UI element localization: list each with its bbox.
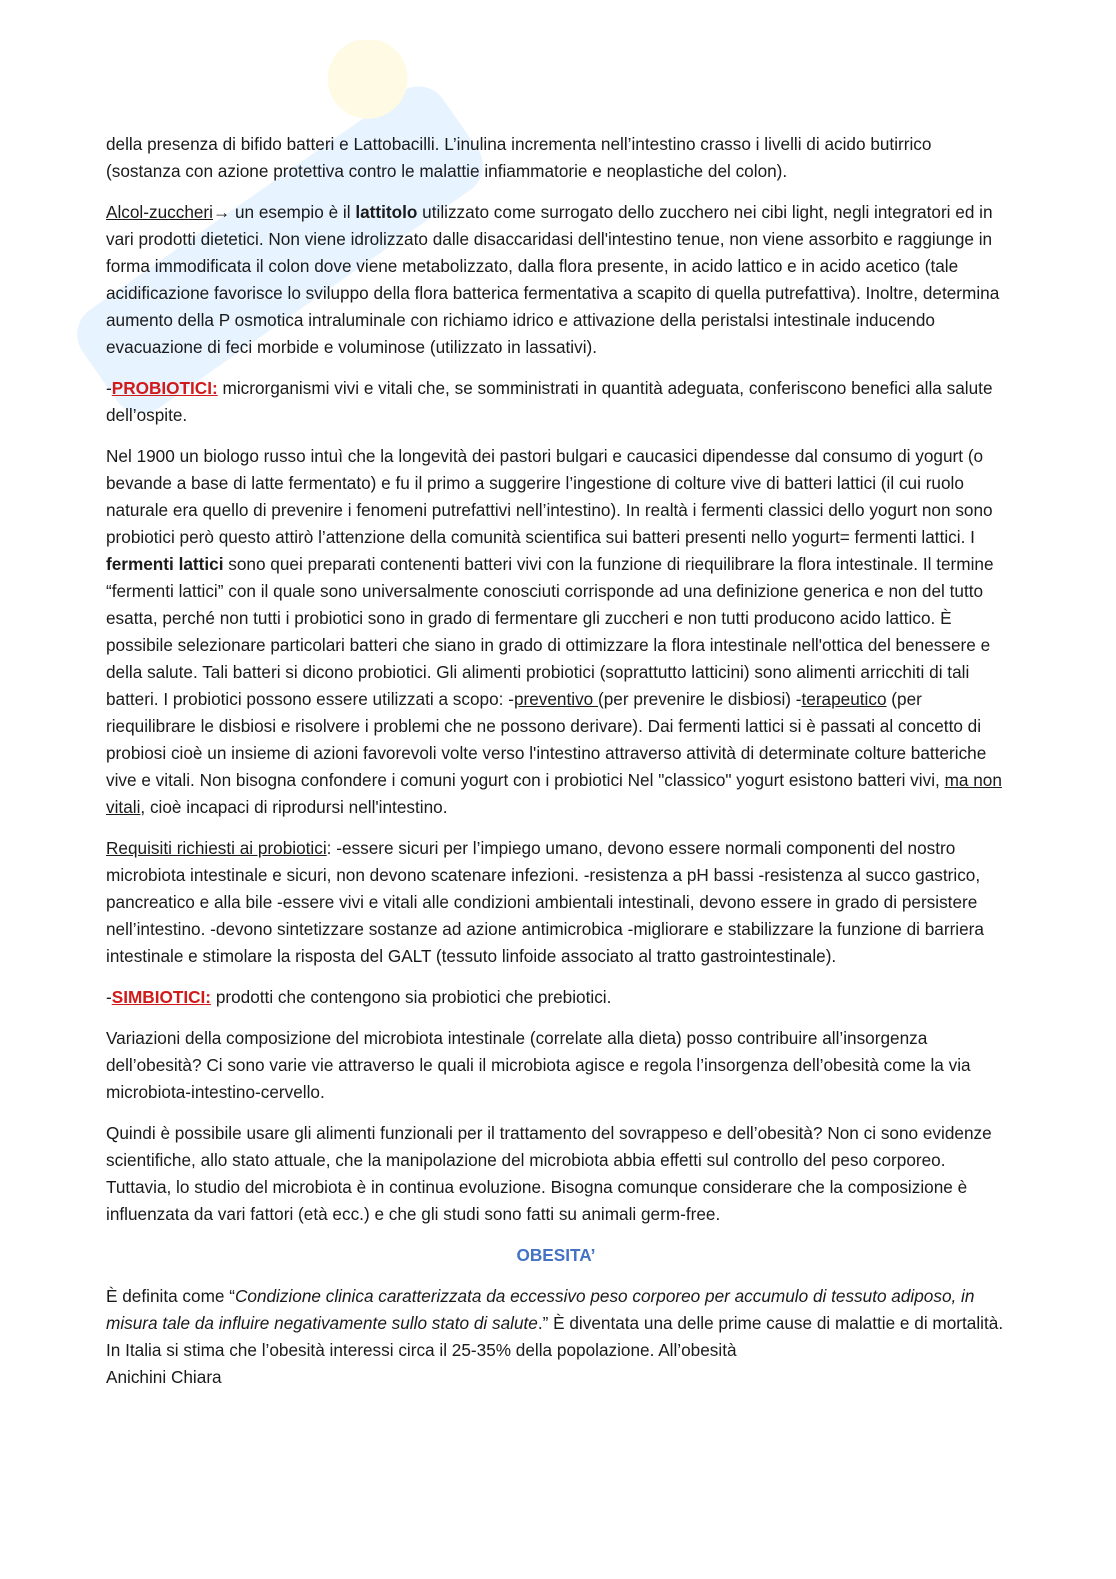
paragraph-text: della presenza di bifido batteri e Lattobacilli. L’inulina incrementa nell’intestino crasso i livelli di acido butirrico (sostanza con azione protettiva contro le malattie infiammatorie e neoplastiche del colon).	[106, 134, 932, 181]
paragraph-text: un esempio è il	[230, 202, 356, 222]
term-preventivo: preventivo	[513, 689, 599, 709]
paragraph-text: Nel 1900 un biologo russo intuì che la longevità dei pastori bulgari e caucasici dipendesse dal consumo di yogurt (o bevande a base di latte fermentato) e fu il primo a suggerire l’ingestione di colture vive di batteri lattici (il cui ruolo naturale era quello di prevenire i fenomeni putrefattivi nell’intestino). In realtà i fermenti classici dello yogurt non sono probiotici però questo attirò l’attenzione della comunità scientifica sui batteri presenti nello yogurt= fermenti lattici. I	[106, 446, 993, 547]
paragraph-text: prodotti che contengono sia probiotici che prebiotici.	[211, 987, 612, 1007]
paragraph-simbiotici	[106, 984, 1006, 1011]
term-terapeutico: terapeutico	[801, 689, 887, 709]
paragraph-text: (per riequilibrare le disbiosi e risolvere i problemi che ne possono derivare). Dai fermenti lattici si è passati al concetto di probiosi cioè un insieme di azioni favorevoli volte verso l'intestino attraverso attività di determinate colture batteriche vive e vitali. Non bisogna confondere i comuni yogurt con i probiotici Nel "classico" yogurt esistono batteri vivi,	[106, 689, 987, 790]
paragraph-inulina	[106, 131, 1006, 185]
paragraph-definizione-obesita	[106, 1283, 1006, 1364]
term-ma-non-vitali: ma non vitali	[106, 770, 1002, 817]
paragraph-alcol-zuccheri	[106, 199, 1006, 361]
paragraph-text: : -essere sicuri per l’impiego umano, devono essere normali componenti del nostro microbiota intestinale e sicuri, non devono scatenare infezioni. -resistenza a pH bassi -resistenza al succo gastrico, pancreatico e alla bile -essere vivi e vitali alle condizioni ambientali intestinali, devono essere in grado di persistere nell’intestino. -devono sintetizzare sostanze ad azione antimicrobica -migliorare e stabilizzare la funzione di barriera intestinale e stimolare la risposta del GALT (tessuto linfoide associato al tratto gastrointestinale).	[106, 838, 984, 966]
paragraph-text: (per prevenire le disbiosi) -	[598, 689, 802, 709]
list-dash: -	[106, 987, 112, 1007]
paragraph-alimenti-funzionali	[106, 1120, 1006, 1228]
paragraph-probiotici	[106, 375, 1006, 429]
term-alcol-zuccheri: Alcol-zuccheri	[106, 202, 213, 222]
label-probiotici: PROBIOTICI:	[111, 378, 218, 398]
definition-quote: Condizione clinica caratterizzata da eccessivo peso corporeo per accumulo di tessuto adiposo, in misura tale da influire negativamente sullo stato di salute	[106, 1286, 975, 1333]
paragraph-text: microrganismi vivi e vitali che, se somministrati in quantità adeguata, conferiscono benefici alla salute dell’ospite.	[106, 378, 993, 425]
paragraph-text: .” È diventata una delle prime cause di malattie e di mortalità. In Italia si stima che l’obesità interessi circa il 25-35% della popolazione. All’obesità	[106, 1313, 1004, 1360]
paragraph-text: Quindi è possibile usare gli alimenti funzionali per il trattamento del sovrappeso e dell’obesità? Non ci sono evidenze scientifiche, allo stato attuale, che la manipolazione del microbiota abbia effetti sul controllo del peso corporeo. Tuttavia, lo studio del microbiota è in continua evoluzione. Bisogna comunque considerare che la composizione è influenzata da vari fattori (età ecc.) e che gli studi sono fatti su animali germ-free.	[106, 1123, 992, 1224]
paragraph-text: , cioè incapaci di riprodursi nell'intestino.	[140, 797, 448, 817]
paragraph-variazioni	[106, 1025, 1006, 1106]
paragraph-requisiti	[106, 835, 1006, 970]
paragraph-text: utilizzato come surrogato dello zucchero nei cibi light, negli integratori ed in vari prodotti dietetici. Non viene idrolizzato dalle disaccaridasi dell'intestino tenue, non viene assorbito e raggiunge in forma immodificata il colon dove viene metabolizzato, dalla flora presente, in acido lattico e in acido acetico (tale acidificazione favorisce lo sviluppo della flora batterica fermentativa a scapito di quella putrefattiva). Inoltre, determina aumento della P osmotica intraluminale con richiamo idrico e attivazione della peristalsi intestinale inducendo evacuazione di feci morbide e voluminose (utilizzato in lassativi).	[106, 202, 1000, 357]
section-heading-obesita: OBESITA’	[516, 1245, 596, 1265]
label-simbiotici: SIMBIOTICI:	[111, 987, 212, 1007]
list-dash: -	[106, 378, 112, 398]
document-page	[106, 131, 1006, 1391]
term-lattitolo: lattitolo	[355, 202, 418, 222]
term-fermenti-lattici: fermenti lattici	[106, 554, 224, 574]
author-name: Anichini Chiara	[106, 1367, 222, 1387]
paragraph-text: È definita come “	[106, 1286, 235, 1306]
paragraph-text: sono quei preparati contenenti batteri vivi con la funzione di riequilibrare la flora intestinale. Il termine “fermenti lattici” con il quale sono universalmente conosciuti corrisponde ad una definizione generica e non del tutto esatta, perché non tutti i probiotici sono in grado di fermentare gli zuccheri e non tutti producono acido lattico. È possibile selezionare particolari batteri che siano in grado di ottimizzare la flora intestinale nell'ottica del benessere e della salute. Tali batteri si dicono probiotici. Gli alimenti probiotici (soprattutto latticini) sono alimenti arricchiti di tali batteri. I probiotici possono essere utilizzati a scopo: -	[106, 554, 994, 709]
paragraph-text: Variazioni della composizione del microbiota intestinale (correlate alla dieta) posso contribuire all’insorgenza dell’obesità? Ci sono varie vie attraverso le quali il microbiota agisce e regola l’insorgenza dell’obesità come la via microbiota-intestino-cervello.	[106, 1028, 971, 1102]
paragraph-storia-probiotici	[106, 443, 1006, 821]
term-requisiti: Requisiti richiesti ai probiotici	[106, 838, 327, 858]
arrow-right-icon: →	[212, 202, 231, 222]
